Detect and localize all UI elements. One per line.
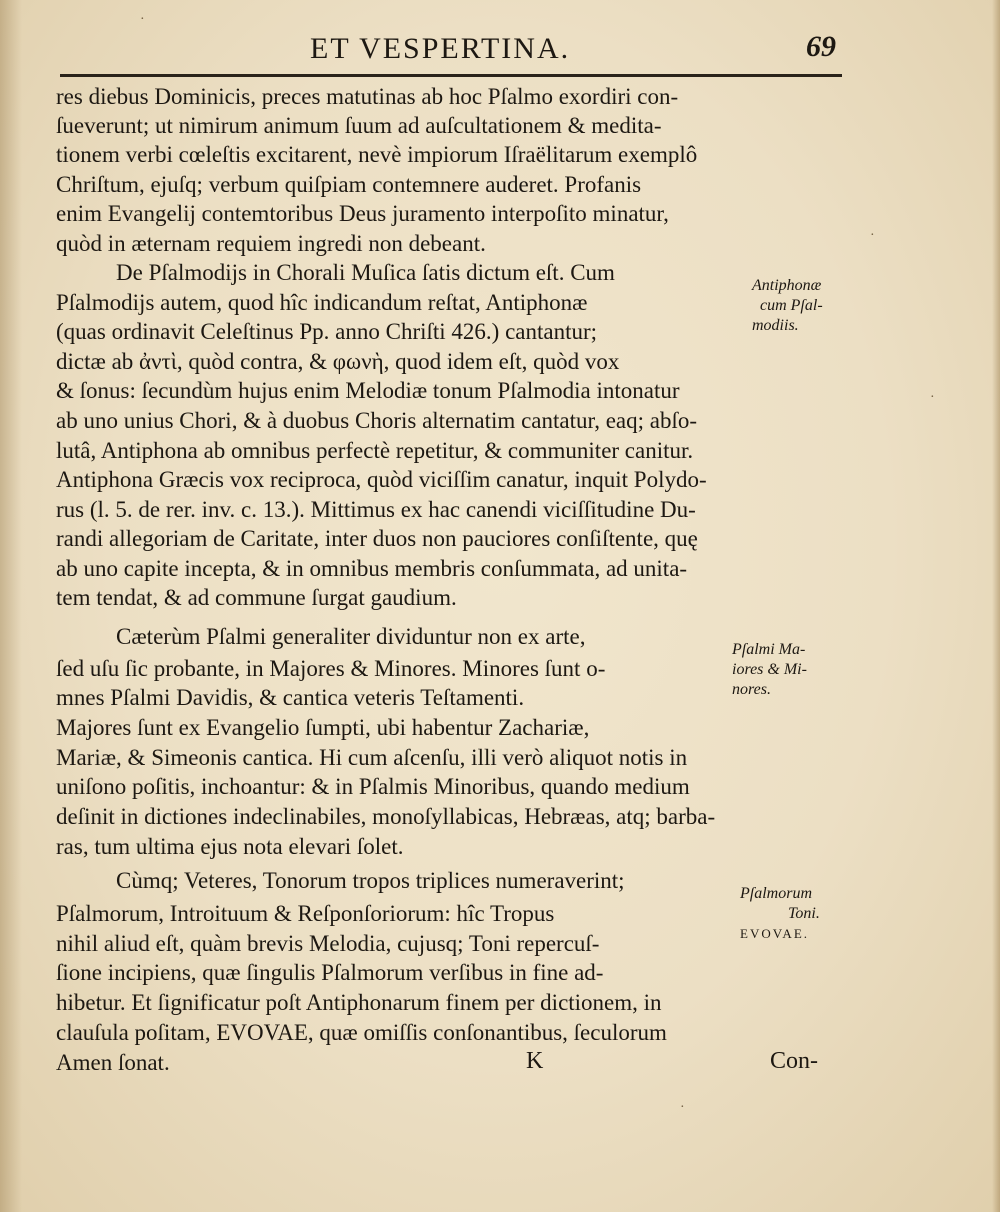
header-rule: [60, 74, 842, 77]
signature-mark: K: [526, 1048, 544, 1074]
page-shadow-left: [0, 0, 22, 1212]
text-line: Mariæ, & Simeonis cantica. Hi cum aſcenſu, illi verò aliquot notis in: [56, 745, 688, 770]
text-line: Pſalmodijs autem, quod hîc indicandum reſtat, Antiphonæ: [56, 290, 588, 315]
text-line: enim Evangelij contemtoribus Deus juramento interpoſito minatur,: [56, 201, 669, 226]
text-line: lutâ, Antiphona ab omnibus perfectè repetitur, & communiter canitur.: [56, 438, 694, 463]
text-line: ſed uſu ſic probante, in Majores & Minores. Minores ſunt o-: [56, 656, 606, 681]
margin-note-line: Antiphonæ: [752, 277, 822, 294]
margin-note-psalmi: [732, 640, 807, 700]
margin-note-line: Pſalmi Ma-: [732, 641, 806, 658]
text-line: ab uno unius Chori, & à duobus Choris alternatim cantatur, eaq; abſo-: [56, 408, 698, 433]
text-line: deſinit in dictiones indeclinabiles, monoſyllabicas, Hebræas, atq; barba-: [56, 804, 716, 829]
page-number: 69: [806, 30, 836, 63]
text-line: ab uno capite incepta, & in omnibus membris conſummata, ad unita-: [56, 556, 688, 581]
ink-speck: ·: [870, 228, 875, 243]
margin-note-line: iores & Mi-: [732, 661, 807, 678]
text-line: Amen ſonat.: [56, 1050, 170, 1075]
text-line: Cæterùm Pſalmi generaliter dividuntur non ex arte,: [116, 624, 586, 649]
margin-note-toni: [740, 884, 820, 944]
margin-note-line: modiis.: [752, 317, 799, 334]
text-line: rus (l. 5. de rer. inv. c. 13.). Mittimus ex hac canendi viciſſitudine Du-: [56, 497, 696, 522]
text-line: tem tendat, & ad commune ſurgat gaudium.: [56, 585, 457, 610]
ink-speck: ·: [930, 390, 935, 405]
text-line: De Pſalmodijs in Chorali Muſica ſatis dictum eſt. Cum: [116, 260, 615, 285]
text-line: nihil aliud eſt, quàm brevis Melodia, cujusq; Toni repercuſ-: [56, 931, 600, 956]
text-line: (quas ordinavit Celeſtinus Pp. anno Chriſti 426.) cantantur;: [56, 319, 598, 344]
text-line: ſueverunt; ut nimirum animum ſuum ad auſcultationem & medita-: [56, 113, 662, 138]
margin-note-line: Pſalmorum: [740, 885, 812, 902]
text-line: quòd in æternam requiem ingredi non debeant.: [56, 231, 486, 256]
text-line: Cùmq; Veteres, Tonorum tropos triplices numeraverint;: [116, 868, 625, 893]
text-line: Pſalmorum, Introituum & Reſponſoriorum: hîc Tropus: [56, 901, 555, 926]
ink-speck: ·: [140, 12, 145, 27]
margin-note-line: nores.: [732, 681, 771, 698]
text-line: clauſula poſitam, EVOVAE, quæ omiſſis conſonantibus, ſeculorum: [56, 1020, 667, 1045]
margin-note-antiphonae: [752, 276, 823, 336]
text-line: & ſonus: ſecundùm hujus enim Melodiæ tonum Pſalmodia intonatur: [56, 378, 680, 403]
catchword: Con-: [770, 1048, 818, 1074]
text-line: Majores ſunt ex Evangelio ſumpti, ubi habentur Zachariæ,: [56, 715, 590, 740]
ink-speck: ·: [680, 1100, 685, 1115]
text-line: uniſono poſitis, inchoantur: & in Pſalmis Minoribus, quando medium: [56, 774, 690, 799]
margin-note-line: Toni.: [788, 905, 820, 922]
text-line: hibetur. Et ſignificatur poſt Antiphonarum finem per dictionem, in: [56, 990, 662, 1015]
text-line: res diebus Dominicis, preces matutinas ab hoc Pſalmo exordiri con-: [56, 84, 679, 109]
text-line: ſione incipiens, quæ ſingulis Pſalmorum verſibus in fine ad-: [56, 960, 604, 985]
text-line: mnes Pſalmi Davidis, & cantica veteris Teſtamenti.: [56, 685, 525, 710]
text-line: randi allegoriam de Caritate, inter duos non pauciores conſiſtente, quę: [56, 526, 698, 551]
margin-note-line: cum Pſal-: [760, 297, 823, 314]
text-line: Antiphona Græcis vox reciproca, quòd viciſſim canatur, inquit Polydo-: [56, 467, 707, 492]
margin-note-line: EVOVAE.: [740, 926, 810, 941]
text-line: Chriſtum, ejuſq; verbum quiſpiam contemnere auderet. Profanis: [56, 172, 642, 197]
text-line: dictæ ab ἀντὶ, quòd contra, & φωνὴ, quod idem eſt, quòd vox: [56, 349, 620, 374]
running-head: ET VESPERTINA.: [310, 32, 571, 65]
text-line: ras, tum ultima ejus nota elevari ſolet.: [56, 834, 404, 859]
page-edge-right: [992, 0, 1000, 1212]
text-line: tionem verbi cœleſtis excitarent, nevè impiorum Iſraëlitarum exemplô: [56, 142, 698, 167]
